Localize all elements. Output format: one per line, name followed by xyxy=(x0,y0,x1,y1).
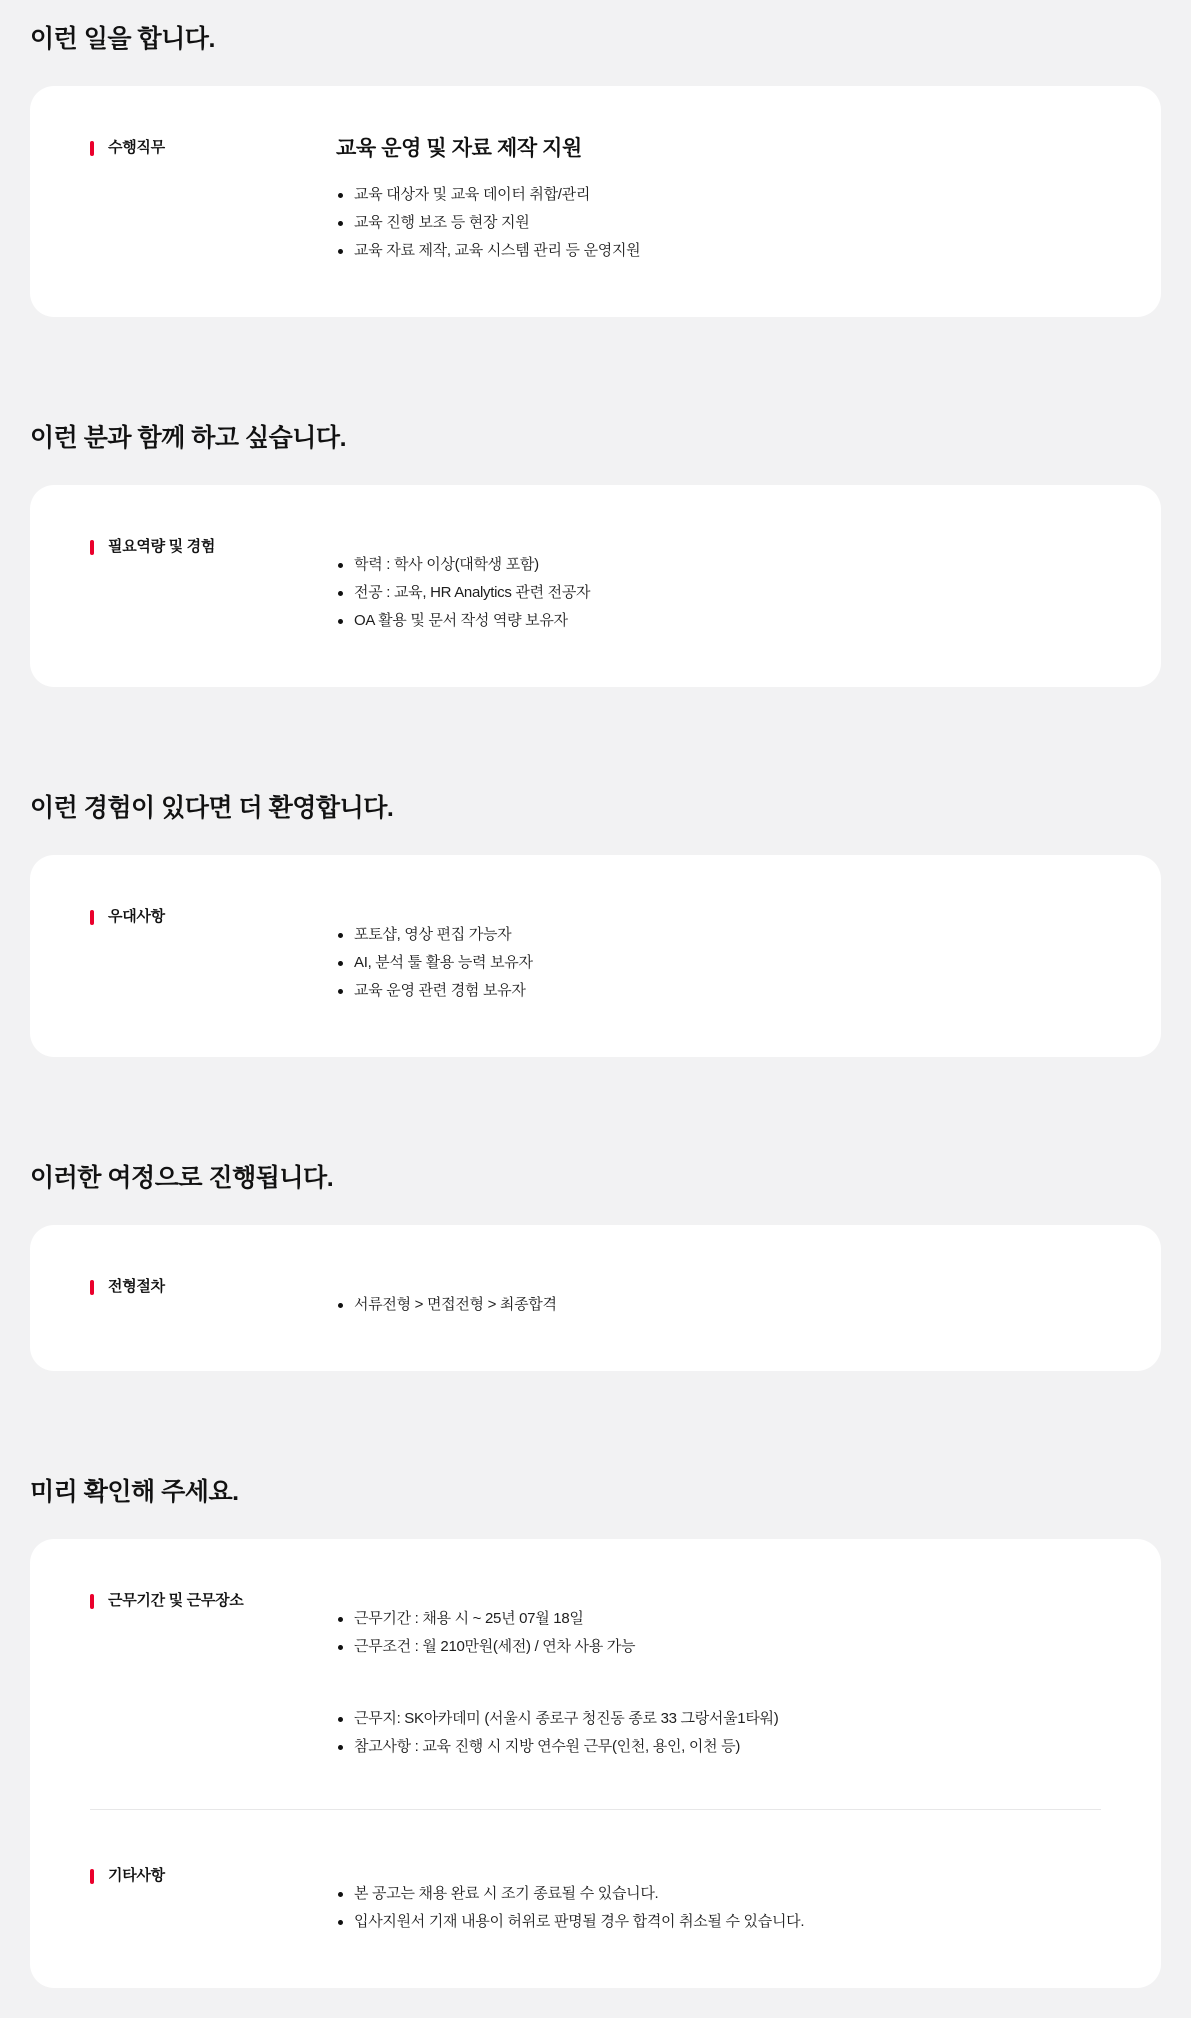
row-label: 수행직무 xyxy=(108,139,165,156)
row-label-group xyxy=(90,1277,336,1297)
label-accent-bar-icon xyxy=(90,1594,94,1609)
row-label: 필요역량 및 경험 xyxy=(108,538,216,555)
row-content xyxy=(336,537,1101,635)
card-row xyxy=(90,537,1101,635)
bullet-item: 본 공고는 채용 완료 시 조기 종료될 수 있습니다. xyxy=(336,1880,1101,1908)
card-row-work-conditions xyxy=(90,1591,1101,1761)
section-title: 미리 확인해 주세요. xyxy=(30,1478,239,1506)
card-row xyxy=(90,138,1101,265)
section-preferred xyxy=(30,791,1161,1057)
bullet-item: 참고사항 : 교육 진행 시 지방 연수원 근무(인천, 용인, 이천 등) xyxy=(336,1733,1101,1761)
bullet-item: AI, 분석 툴 활용 능력 보유자 xyxy=(336,949,1101,977)
row-label-group xyxy=(90,138,336,158)
bullet-item: 교육 운영 관련 경험 보유자 xyxy=(336,977,1101,1005)
row-label-group xyxy=(90,537,336,557)
section-title: 이런 일을 합니다. xyxy=(30,25,215,53)
label-accent-bar-icon xyxy=(90,910,94,925)
card-row-etc xyxy=(90,1866,1101,1936)
bullet-list xyxy=(336,1866,1101,1936)
bullet-item: 교육 자료 제작, 교육 시스템 관리 등 운영지원 xyxy=(336,237,1101,265)
section-title: 이러한 여정으로 진행됩니다. xyxy=(30,1164,334,1192)
label-accent-bar-icon xyxy=(90,540,94,555)
row-content xyxy=(336,1866,1101,1936)
bullet-item: 교육 대상자 및 교육 데이터 취합/관리 xyxy=(336,181,1101,209)
bullet-list xyxy=(336,181,1101,265)
section-title: 이런 경험이 있다면 더 환영합니다. xyxy=(30,794,394,822)
row-label: 근무기간 및 근무장소 xyxy=(108,1592,244,1609)
section-job-duties xyxy=(30,22,1161,317)
bullet-item: 입사지원서 기재 내용이 허위로 판명될 경우 합격이 취소될 수 있습니다. xyxy=(336,1908,1101,1936)
content-heading: 교육 운영 및 자료 제작 지원 xyxy=(336,137,582,160)
section-requirements xyxy=(30,421,1161,687)
bullet-item: 학력 : 학사 이상(대학생 포함) xyxy=(336,551,1101,579)
bullet-list xyxy=(336,907,1101,1005)
label-accent-bar-icon xyxy=(90,1280,94,1295)
section-process xyxy=(30,1161,1161,1371)
bullet-item: 근무지: SK아카데미 (서울시 종로구 청진동 종로 33 그랑서울1타워) xyxy=(336,1705,1101,1733)
row-label-group xyxy=(90,907,336,927)
row-content xyxy=(336,1591,1101,1761)
row-divider xyxy=(90,1809,1101,1810)
section-title: 이런 분과 함께 하고 싶습니다. xyxy=(30,424,347,452)
row-label: 기타사항 xyxy=(108,1867,165,1884)
row-label: 전형절차 xyxy=(108,1278,165,1295)
process-card xyxy=(30,1225,1161,1371)
row-label-group xyxy=(90,1866,336,1886)
bullet-list xyxy=(336,1591,1101,1661)
label-accent-bar-icon xyxy=(90,141,94,156)
bullet-item: OA 활용 및 문서 작성 역량 보유자 xyxy=(336,607,1101,635)
requirements-card xyxy=(30,485,1161,687)
bullet-item: 근무조건 : 월 210만원(세전) / 연차 사용 가능 xyxy=(336,1633,1101,1661)
job-duties-card xyxy=(30,86,1161,317)
row-label: 우대사항 xyxy=(108,908,165,925)
bullet-list xyxy=(336,537,1101,635)
bullet-item: 근무기간 : 채용 시 ~ 25년 07월 18일 xyxy=(336,1605,1101,1633)
bullet-item: 포토샵, 영상 편집 가능자 xyxy=(336,921,1101,949)
bullet-item: 교육 진행 보조 등 현장 지원 xyxy=(336,209,1101,237)
notice-card xyxy=(30,1539,1161,1988)
preferred-card xyxy=(30,855,1161,1057)
row-content xyxy=(336,907,1101,1005)
row-label-group xyxy=(90,1591,336,1611)
bullet-item: 서류전형 > 면접전형 > 최종합격 xyxy=(336,1291,1101,1319)
card-row xyxy=(90,907,1101,1005)
card-row xyxy=(90,1277,1101,1319)
bullet-list xyxy=(336,1691,1101,1761)
section-notice xyxy=(30,1475,1161,1988)
bullet-item: 전공 : 교육, HR Analytics 관련 전공자 xyxy=(336,579,1101,607)
label-accent-bar-icon xyxy=(90,1869,94,1884)
row-content xyxy=(336,138,1101,265)
bullet-list xyxy=(336,1277,1101,1319)
row-content xyxy=(336,1277,1101,1319)
